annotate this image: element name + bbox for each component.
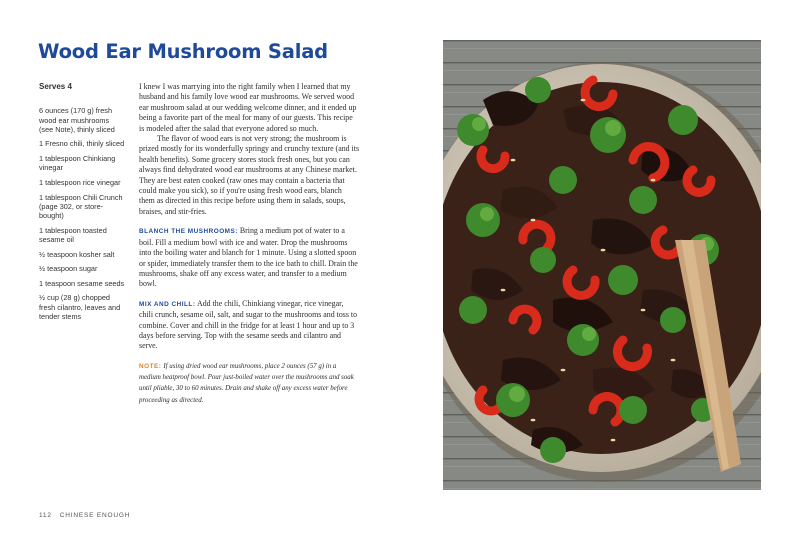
ingredient-item: 1 tablespoon Chinkiang vinegar (39, 154, 116, 173)
step-mix (139, 299, 359, 352)
step-text: Add the chili, Chinkiang vinegar, rice vinegar, chili crunch, sesame oil, salt, and sugar to the mushrooms and toss to combine. Cover and chill in the fridge for at least 1 hour and up to 3 days before serving. Top with the sesame seeds and cilantro and serve. (139, 298, 358, 351)
page-footer (39, 512, 130, 519)
ingredient-item: 1 teaspoon sesame seeds (39, 278, 125, 288)
ingredient-item: ½ teaspoon sugar (39, 264, 98, 274)
ingredient-item: 1 tablespoon toasted sesame oil (39, 225, 107, 245)
intro-paragraph: I knew I was marrying into the right family when I learned that my husband and his family love wood ear mushrooms. We served wood ear mushroom salad at our wedding welcome dinner, and it ended up being a favorite part of the meal for many of our guests. This recipe is modeled after the salad that everyone adored so much. (139, 82, 357, 133)
step-label: BLANCH THE MUSHROOMS: (139, 228, 238, 236)
note (139, 361, 359, 406)
ingredient-list (39, 106, 125, 321)
note-label: NOTE: (139, 362, 162, 370)
ingredient-item: ½ teaspoon kosher salt (39, 249, 115, 259)
ingredient-item: 1 tablespoon Chili Crunch (page 302, or store-bought) (39, 192, 123, 221)
serves-label: Serves 4 (39, 82, 72, 91)
ingredient-item: ½ cup (28 g) chopped fresh cilantro, leaves and tender stems (39, 293, 121, 322)
book-title: CHINESE ENOUGH (59, 512, 131, 519)
salad-illustration (443, 40, 761, 490)
note-text: If using dried wood ear mushrooms, place 2 ounces (57 g) in a medium heatproof bowl. Pour just-boiled water over the mushrooms and soak until pliable, 30 to 60 minutes. Drain and shake off any excess water before proceeding as directed. (139, 362, 354, 404)
page-number: 112 (39, 512, 52, 519)
step-blanch (139, 226, 359, 289)
step-label: MIX AND CHILL: (139, 300, 196, 308)
intro-paragraph: The flavor of wood ears is not very strong; the mushroom is prized mostly for its wonderfully springy and crunchy texture (and its health benefits). Some grocery stores stock fresh ones, but you can always find dehydrated wood ear mushrooms at any Chinese market. They are best eaten cooked (raw ones may contain a bacteria that could make you sick), so if you're using fresh wood ears, blanch them as directed in this recipe before using them in salads, soups, braises, and stir-fries. (139, 134, 360, 216)
salad-photo (443, 40, 761, 490)
step-text: Bring a medium pot of water to a boil. Fill a medium bowl with ice and water. Drop the mushrooms into the boiling water and blanch for 1 minute. Using a slotted spoon or spider, immediately transfer them to the ice bath to chill. Drain the mushrooms, shake off any excess water, and transfer to a medium bowl. (139, 226, 358, 289)
ingredient-item: 1 Fresno chili, thinly sliced (39, 139, 125, 149)
page-title: Wood Ear Mushroom Salad (38, 40, 328, 63)
ingredient-item: 6 ounces (170 g) fresh wood ear mushrooms (see Note), thinly sliced (39, 106, 115, 134)
ingredient-item: 1 tablespoon rice vinegar (39, 177, 121, 187)
recipe-body (139, 82, 359, 406)
ingredients-column (39, 82, 125, 327)
